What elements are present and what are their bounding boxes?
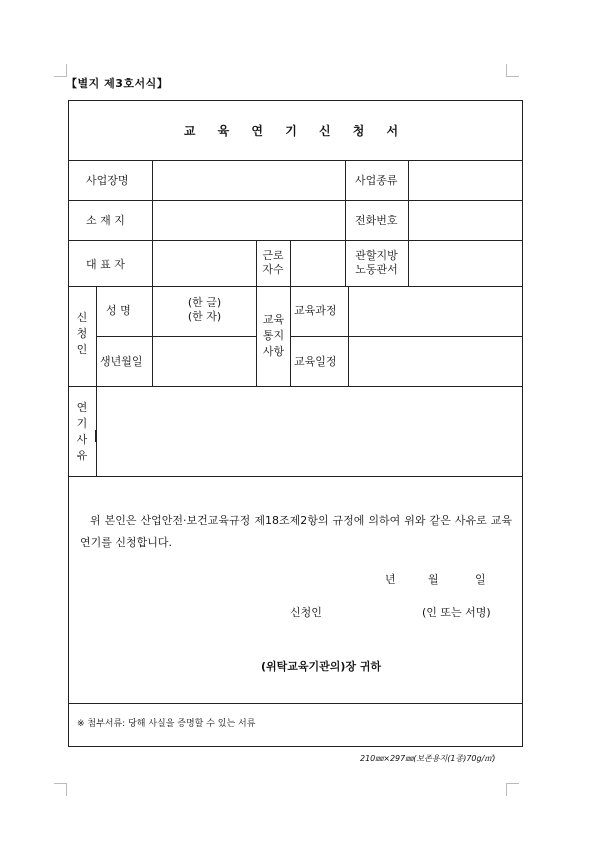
reason-section-label: 연 기 사 유 [76,401,88,462]
text-cursor [95,430,96,442]
addressee-label: (위탁교육기관의)장 귀하 [261,660,382,673]
schedule-field[interactable] [349,337,522,385]
course-label: 교육과정 [294,304,337,317]
labor-office-label: 관할지방 노동관서 [355,249,398,276]
row-divider [68,703,523,704]
business-type-field[interactable] [409,161,522,199]
location-label: 소 재 지 [86,214,125,227]
hanja-label: (한 자) [187,310,222,323]
course-field[interactable] [349,287,522,335]
phone-field[interactable] [409,201,522,239]
birth-date-field[interactable] [153,337,255,385]
notice-section-label: 교육 통지 사항 [262,313,285,358]
hangul-label: (한 글) [187,296,222,309]
crop-mark-top-right [506,64,519,77]
column-divider [290,286,291,386]
labor-office-field[interactable] [409,241,522,285]
applicant-section-label: 신 청 인 [76,311,88,356]
date-month-label: 월 [428,573,439,586]
attachments-note: ※ 첨부서류: 당해 사실을 증명할 수 있는 서류 [77,719,256,729]
row-divider [68,476,523,477]
name-field[interactable] [153,296,256,324]
schedule-label: 교육일정 [294,355,337,368]
declaration-text: 위 본인은 산업안전·보건교육규정 제18조제2항의 규정에 의하여 위와 같은 사유로 교육연기를 신청합니다. [80,514,512,549]
phone-label: 전화번호 [355,214,398,227]
reason-field[interactable] [97,387,522,475]
business-name-label: 사업장명 [86,174,129,187]
form-number-label: 【별지 제3호서식】 [66,77,169,90]
name-label: 성 명 [106,304,131,317]
birth-date-label: 생년월일 [100,355,143,368]
representative-label: 대 표 자 [86,258,125,271]
form-title: 교 육 연 기 신 청 서 [183,124,408,138]
business-name-field[interactable] [153,161,344,199]
crop-mark-bottom-right [506,783,519,796]
seal-or-signature-label: (인 또는 서명) [422,606,491,619]
representative-field[interactable] [153,241,255,285]
column-divider [345,160,346,240]
workers-count-label: 근로 자수 [262,249,284,276]
location-field[interactable] [153,201,344,239]
date-day-label: 일 [475,573,486,586]
business-type-label: 사업종류 [355,174,398,187]
applicant-sign-label: 신청인 [290,606,322,619]
column-divider [96,286,97,386]
paper-spec: 210㎜×297㎜(보존용지(1종)70g/㎡) [360,754,496,763]
crop-mark-bottom-left [54,783,67,796]
workers-count-field[interactable] [291,241,344,285]
date-year-label: 년 [385,573,396,586]
